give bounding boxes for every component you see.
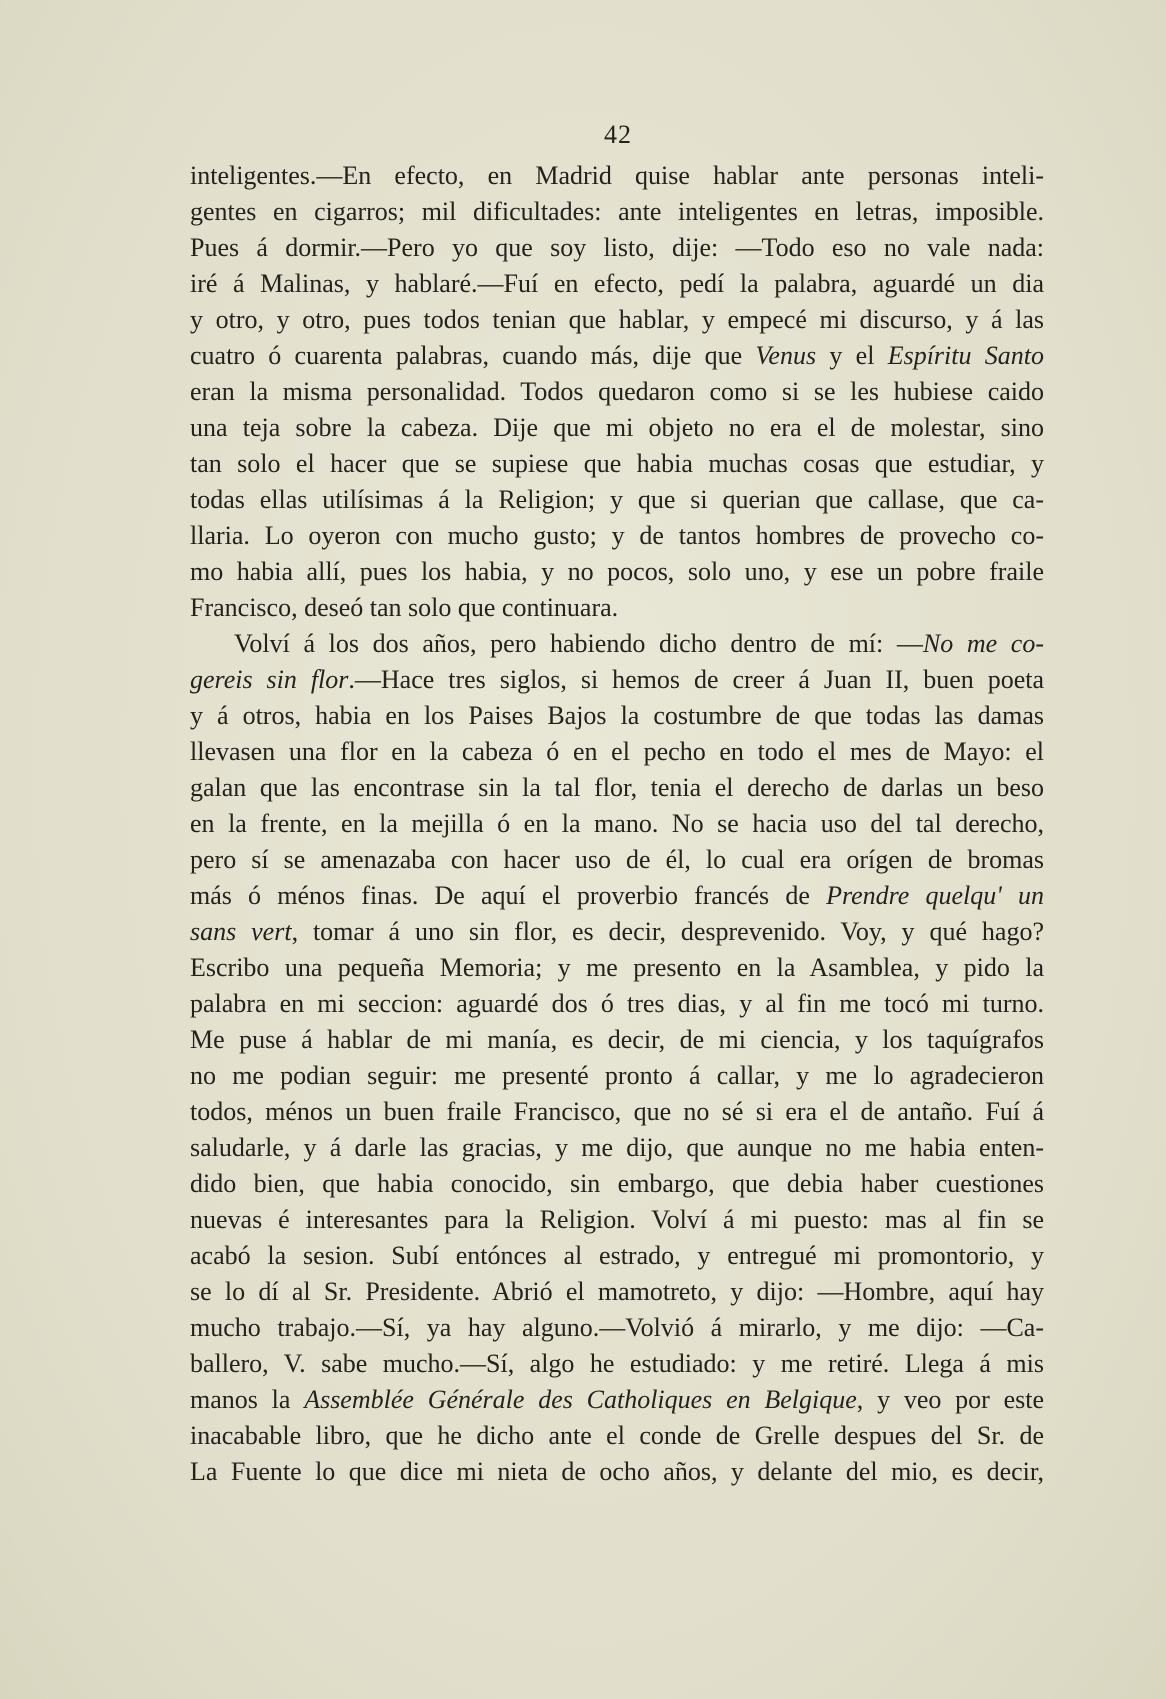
text-segment: , tomar á uno sin flor, es decir, desprevenido. Voy, y qué hago? — [291, 917, 1044, 946]
text-line — [190, 230, 1044, 266]
text-line — [190, 302, 1044, 338]
text-line — [190, 626, 1044, 662]
text-line — [190, 1346, 1044, 1382]
text-line — [190, 1274, 1044, 1310]
italic-text: Espíritu Santo — [887, 341, 1044, 370]
text-line — [190, 158, 1044, 194]
text-line — [190, 194, 1044, 230]
body-text — [190, 158, 1044, 1490]
text-line — [190, 1094, 1044, 1130]
text-segment: Me puse á hablar de mi manía, es decir, de mi ciencia, y los taquígrafos — [190, 1025, 1044, 1054]
text-line — [190, 662, 1044, 698]
text-segment: manos la — [190, 1385, 305, 1414]
text-segment: cuatro ó cuarenta palabras, cuando más, dije que — [190, 341, 756, 370]
text-line — [190, 374, 1044, 410]
text-line — [190, 410, 1044, 446]
text-segment: y el — [816, 341, 888, 370]
text-segment: y á otros, habia en los Paises Bajos la costumbre de que todas las damas — [190, 701, 1044, 730]
text-line — [190, 842, 1044, 878]
italic-text: sans vert — [190, 917, 292, 946]
text-segment: inteligentes.—En efecto, en Madrid quise hablar ante personas inteli- — [190, 161, 1044, 190]
text-line — [190, 734, 1044, 770]
text-segment: ballero, V. sabe mucho.—Sí, algo he estudiado: y me retiré. Llega á mis — [190, 1349, 1044, 1378]
text-segment: Pues á dormir.—Pero yo que soy listo, dije: —Todo eso no vale nada: — [190, 233, 1044, 262]
italic-text: Assemblée Générale des Catholiques en Belgique — [304, 1385, 857, 1414]
italic-text: Venus — [755, 341, 817, 370]
text-segment: nuevas é interesantes para la Religion. Volví á mi puesto: mas al fin se — [190, 1205, 1044, 1234]
text-segment: todos, ménos un buen fraile Francisco, que no sé si era el de antaño. Fuí á — [190, 1097, 1044, 1126]
text-line — [190, 986, 1044, 1022]
text-line — [190, 1130, 1044, 1166]
text-segment: palabra en mi seccion: aguardé dos ó tres dias, y al fin me tocó mi turno. — [190, 989, 1044, 1018]
text-line — [190, 698, 1044, 734]
text-segment: gentes en cigarros; mil dificultades: ante inteligentes en letras, imposible. — [190, 197, 1044, 226]
text-line — [190, 1454, 1044, 1490]
text-segment: llaria. Lo oyeron con mucho gusto; y de tantos hombres de provecho co- — [190, 521, 1044, 550]
text-segment: Escribo una pequeña Memoria; y me presento en la Asamblea, y pido la — [190, 953, 1044, 982]
text-segment: iré á Malinas, y hablaré.—Fuí en efecto, pedí la palabra, aguardé un dia — [190, 269, 1044, 298]
text-segment: galan que las encontrase sin la tal flor, tenia el derecho de darlas un beso — [190, 773, 1044, 802]
text-segment: Volví á los dos años, pero habiendo dicho dentro de mí: — — [234, 629, 923, 658]
text-line — [190, 338, 1044, 374]
text-segment: .—Hace tres siglos, si hemos de creer á Juan II, buen poeta — [348, 665, 1044, 694]
text-line — [190, 1418, 1044, 1454]
italic-text: No me co- — [922, 629, 1044, 658]
text-line — [190, 482, 1044, 518]
text-line — [190, 1058, 1044, 1094]
text-line — [190, 446, 1044, 482]
text-segment: inacabable libro, que he dicho ante el conde de Grelle despues del Sr. de — [190, 1421, 1044, 1450]
text-line — [190, 1382, 1044, 1418]
text-segment: eran la misma personalidad. Todos quedaron como si se les hubiese caido — [190, 377, 1044, 406]
text-line — [190, 1202, 1044, 1238]
text-line — [190, 590, 1044, 626]
italic-text: gereis sin flor — [190, 665, 349, 694]
text-line — [190, 266, 1044, 302]
text-line — [190, 914, 1044, 950]
text-segment: se lo dí al Sr. Presidente. Abrió el mamotreto, y dijo: —Hombre, aquí hay — [190, 1277, 1044, 1306]
text-segment: no me podian seguir: me presenté pronto á callar, y me lo agradecieron — [190, 1061, 1044, 1090]
text-segment: acabó la sesion. Subí entónces al estrado, y entregué mi promontorio, y — [190, 1241, 1044, 1270]
italic-text: Prendre quelqu' un — [826, 881, 1044, 910]
text-segment: todas ellas utilísimas á la Religion; y que si querian que callase, que ca- — [190, 485, 1044, 514]
text-line — [190, 554, 1044, 590]
text-line — [190, 806, 1044, 842]
text-line — [190, 950, 1044, 986]
text-segment: llevasen una flor en la cabeza ó en el pecho en todo el mes de Mayo: el — [190, 737, 1044, 766]
text-segment: en la frente, en la mejilla ó en la mano. No se hacia uso del tal derecho, — [190, 809, 1044, 838]
text-segment: más ó ménos finas. De aquí el proverbio francés de — [190, 881, 827, 910]
text-segment: y otro, y otro, pues todos tenian que hablar, y empecé mi discurso, y á las — [190, 305, 1044, 334]
text-line — [190, 878, 1044, 914]
text-line — [190, 1310, 1044, 1346]
text-segment: , y veo por este — [856, 1385, 1044, 1414]
text-segment: mucho trabajo.—Sí, ya hay alguno.—Volvió á mirarlo, y me dijo: —Ca- — [190, 1313, 1044, 1342]
text-line — [190, 770, 1044, 806]
text-segment: dido bien, que habia conocido, sin embargo, que debia haber cuestiones — [190, 1169, 1044, 1198]
text-segment: La Fuente lo que dice mi nieta de ocho años, y delante del mio, es decir, — [190, 1457, 1044, 1486]
text-line — [190, 1022, 1044, 1058]
text-segment: mo habia allí, pues los habia, y no pocos, solo uno, y ese un pobre fraile — [190, 557, 1044, 586]
text-line — [190, 1166, 1044, 1202]
page-number: 42 — [604, 120, 632, 149]
text-segment: saludarle, y á darle las gracias, y me dijo, que aunque no me habia enten- — [190, 1133, 1044, 1162]
text-segment: pero sí se amenazaba con hacer uso de él, lo cual era orígen de bromas — [190, 845, 1044, 874]
text-segment: Francisco, deseó tan solo que continuara. — [190, 593, 619, 622]
text-segment: una teja sobre la cabeza. Dije que mi objeto no era el de molestar, sino — [190, 413, 1044, 442]
text-line — [190, 518, 1044, 554]
text-line — [190, 1238, 1044, 1274]
text-segment: tan solo el hacer que se supiese que habia muchas cosas que estudiar, y — [190, 449, 1044, 478]
